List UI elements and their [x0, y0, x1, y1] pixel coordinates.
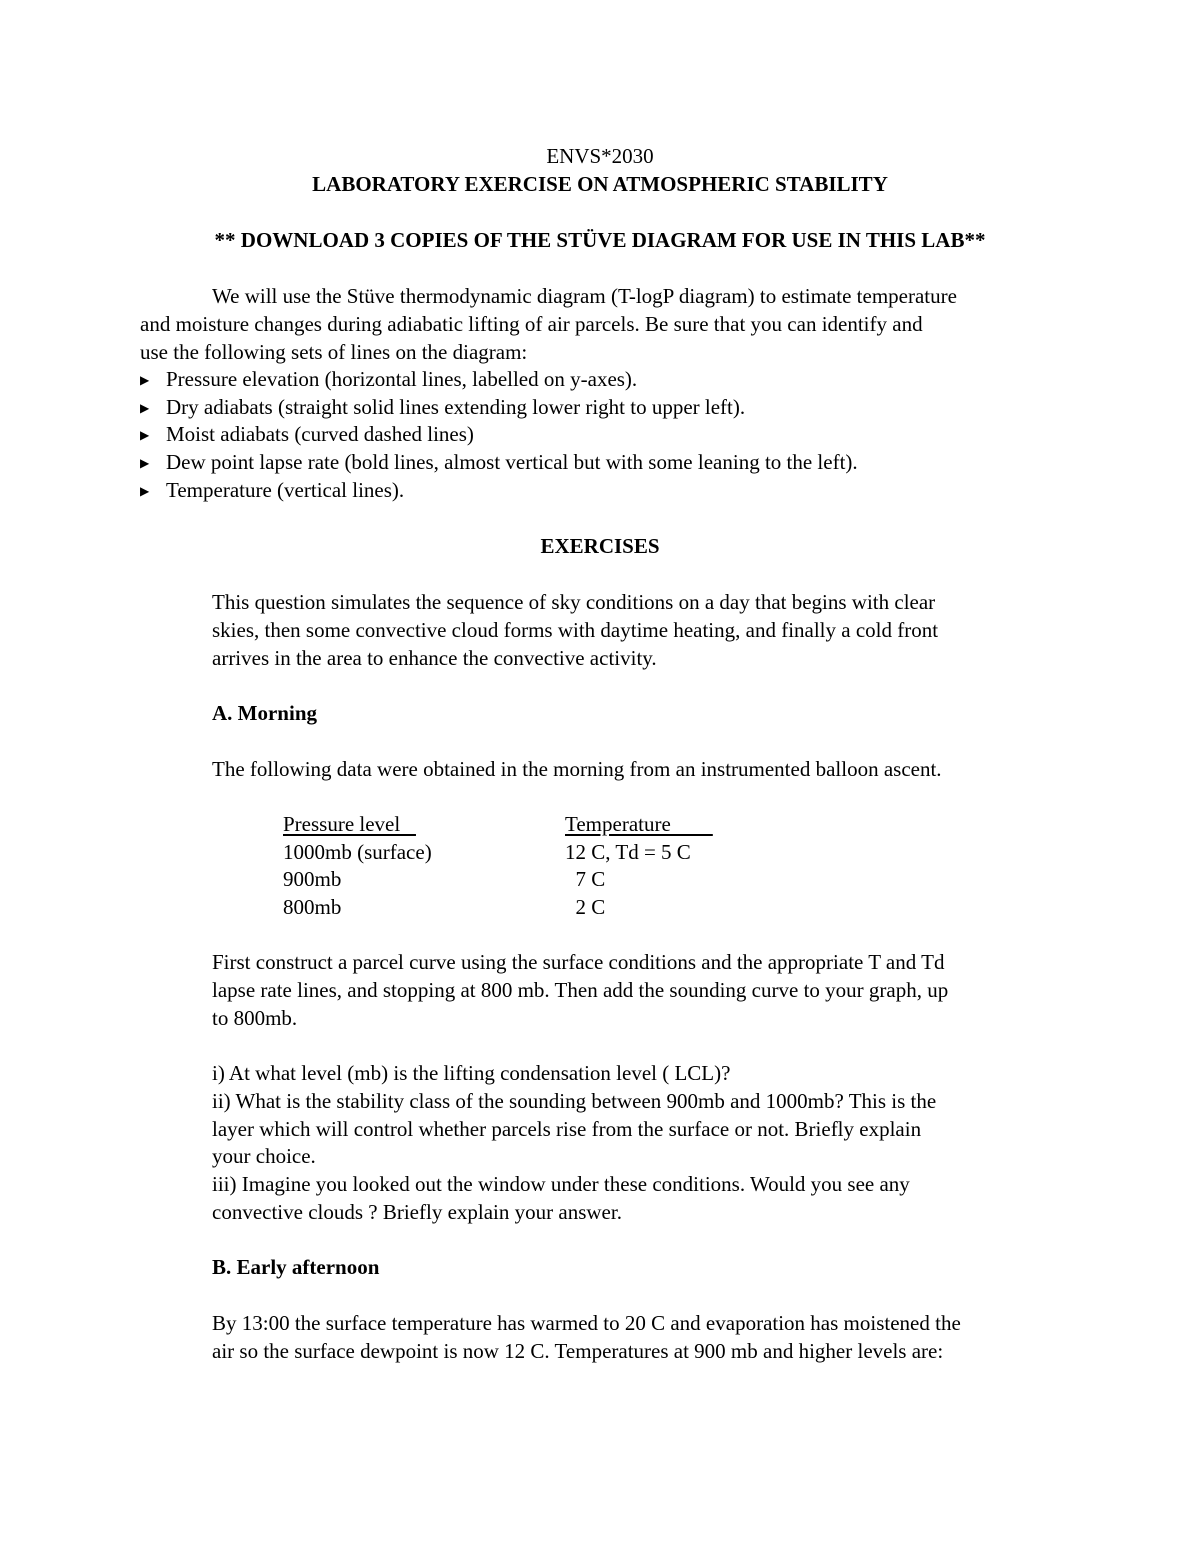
- table-cell-pressure: 800mb: [283, 895, 342, 919]
- table-cell-temperature: 2 C: [565, 895, 606, 919]
- question-line: layer which will control whether parcels rise from the surface or not. Briefly explain: [212, 1117, 922, 1141]
- question-line: ii) What is the stability class of the sounding between 900mb and 1000mb? This is the: [212, 1089, 937, 1113]
- table-header-pressure: Pressure level: [283, 812, 416, 836]
- section-b-heading: B. Early afternoon: [212, 1255, 380, 1279]
- table-cell-pressure: 900mb: [283, 867, 342, 891]
- intro-line: We will use the Stüve thermodynamic diagram (T-logP diagram) to estimate temperature: [212, 284, 957, 308]
- intro-line: and moisture changes during adiabatic lifting of air parcels. Be sure that you can identify and: [140, 312, 923, 336]
- list-item: [140, 421, 474, 450]
- instruction-line: to 800mb.: [212, 1006, 298, 1030]
- document-title: LABORATORY EXERCISE ON ATMOSPHERIC STABILITY: [312, 172, 888, 196]
- list-item: [140, 477, 404, 506]
- list-item-text: Pressure elevation (horizontal lines, labelled on y-axes).: [166, 367, 638, 391]
- section-b-line: air so the surface dewpoint is now 12 C. Temperatures at 900 mb and higher levels are:: [212, 1339, 944, 1363]
- exercises-intro-line: This question simulates the sequence of sky conditions on a day that begins with clear: [212, 590, 936, 614]
- table-cell-pressure: 1000mb (surface): [283, 840, 432, 864]
- question-line: i) At what level (mb) is the lifting condensation level ( LCL)?: [212, 1061, 731, 1085]
- question-line: iii) Imagine you looked out the window under these conditions. Would you see any: [212, 1172, 910, 1196]
- table-cell-temperature: 7 C: [565, 867, 606, 891]
- section-b-line: By 13:00 the surface temperature has warmed to 20 C and evaporation has moistened the: [212, 1311, 961, 1335]
- question-line: your choice.: [212, 1144, 316, 1168]
- list-item: [140, 366, 637, 395]
- intro-line: use the following sets of lines on the diagram:: [140, 340, 528, 364]
- bullet-arrow-icon: ▶: [140, 428, 150, 442]
- list-item-text: Dry adiabats (straight solid lines extending lower right to upper left).: [166, 395, 746, 419]
- list-item-text: Temperature (vertical lines).: [166, 478, 405, 502]
- list-item: [140, 394, 745, 423]
- bullet-arrow-icon: ▶: [140, 456, 150, 470]
- bullet-arrow-icon: ▶: [140, 484, 150, 498]
- exercises-heading: EXERCISES: [540, 534, 660, 558]
- table-header-temperature: Temperature: [565, 812, 713, 836]
- exercises-intro-line: skies, then some convective cloud forms with daytime heating, and finally a cold front: [212, 618, 939, 642]
- exercises-intro-line: arrives in the area to enhance the convective activity.: [212, 646, 657, 670]
- bullet-arrow-icon: ▶: [140, 401, 150, 415]
- bullet-arrow-icon: ▶: [140, 373, 150, 387]
- section-a-heading: A. Morning: [212, 701, 317, 725]
- table-cell-temperature: 12 C, Td = 5 C: [565, 840, 691, 864]
- instruction-line: lapse rate lines, and stopping at 800 mb. Then add the sounding curve to your graph, up: [212, 978, 949, 1002]
- instruction-line: First construct a parcel curve using the surface conditions and the appropriate T and Td: [212, 950, 945, 974]
- section-a-lead: The following data were obtained in the morning from an instrumented balloon ascent.: [212, 757, 942, 781]
- list-item-text: Moist adiabats (curved dashed lines): [166, 422, 474, 446]
- list-item: [140, 449, 858, 478]
- download-notice: ** DOWNLOAD 3 COPIES OF THE STÜVE DIAGRAM FOR USE IN THIS LAB**: [214, 228, 986, 252]
- question-line: convective clouds ? Briefly explain your answer.: [212, 1200, 622, 1224]
- course-code: ENVS*2030: [546, 144, 654, 168]
- list-item-text: Dew point lapse rate (bold lines, almost vertical but with some leaning to the left).: [166, 450, 858, 474]
